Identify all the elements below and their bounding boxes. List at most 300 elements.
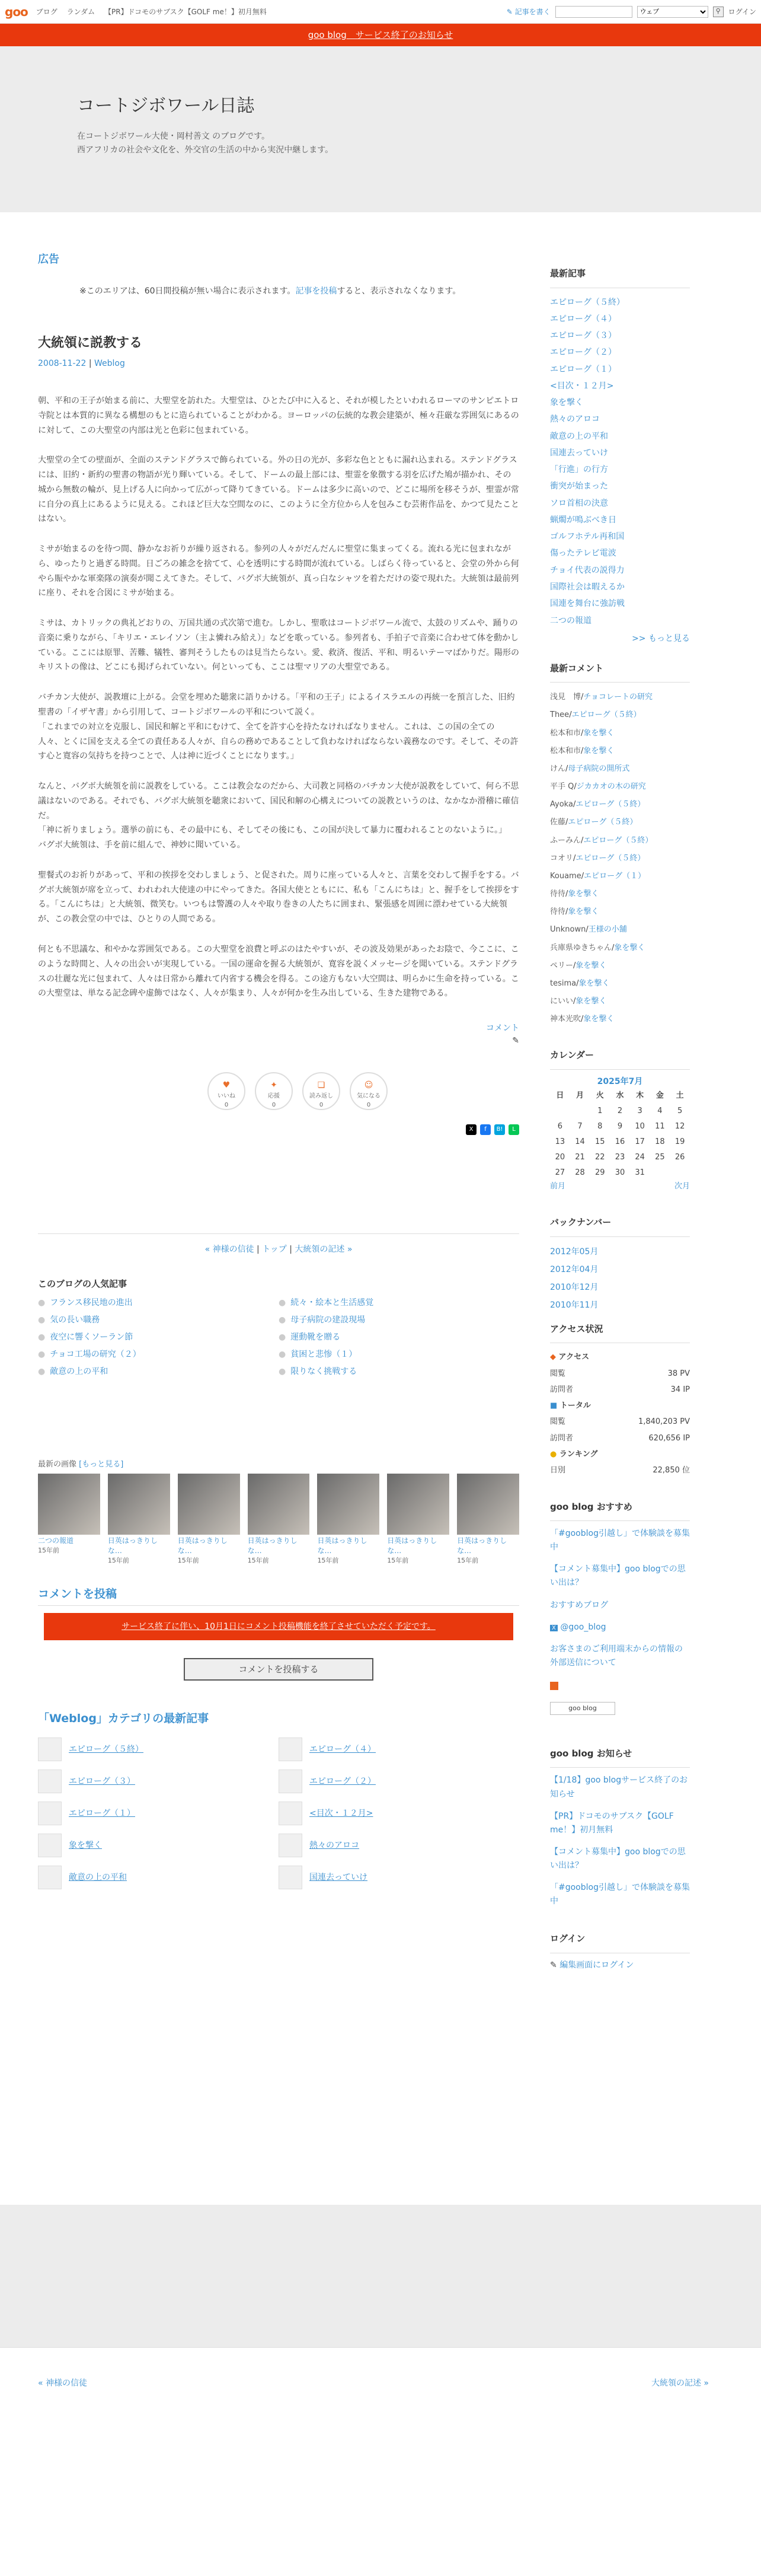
recent-image-item[interactable] [457,1474,519,1566]
popular-item [38,1297,279,1309]
entry-paragraph: ミサは、カトリックの典礼どおりの、万国共通の式次第で進む。しかし、聖歌はコートジボワール流で、太鼓のリズムや、踊りの音楽に乗りながら、「キリエ・エレイソン（主よ憐れみ給え）」などを歌っている。参列者も、手拍子で音楽に合わせて体を動かしている。ここには原罪、苦難、犠牲、審判そうしたものは見当たらない。愛、救済、復活、平和、明るいテーマばかりだ。陽形のキリストの像は、どこにも掲げられていない。何といっても、ここは聖マリアの大聖堂である。 [38,619,519,672]
entry-pager: « 神様の信徒 | トップ | 大統領の記述 » [38,1233,519,1256]
reaction-like-button[interactable] [207,1072,245,1110]
latest-article-link[interactable]: チョイ代表の説得力 [550,565,625,575]
cal-day [670,1165,690,1181]
latest-article-link[interactable]: エピローグ（４） [550,314,616,324]
ranking-label: ランキング [559,1450,598,1459]
article-thumb-icon [38,1802,62,1825]
cal-day [650,1165,670,1181]
popular-link[interactable]: 気の長い職務 [50,1315,100,1325]
recent-more-link[interactable]: [もっと見る] [79,1459,124,1469]
recent-image-caption: 日英はっきりしな… [177,1536,228,1555]
comment-user: 待待 [550,890,566,899]
cal-prev-link[interactable]: 前月 [550,1181,566,1191]
comment-item: 神本光吹/象を撃く [550,1015,615,1024]
entry-meta: 2008-11-22 | Weblog [38,359,125,368]
visit-label: 訪問者 [550,1385,574,1394]
category-item[interactable] [279,1770,519,1793]
cal-day: 6 [557,1122,562,1131]
post-comment-button[interactable]: コメントを投稿する [184,1658,373,1681]
view-label: 閲覧 [550,1369,566,1378]
cal-dow: 月 [576,1091,584,1101]
comment-article-link[interactable]: 象を撃く [583,1015,615,1024]
recent-image-date: 15年前 [457,1556,479,1564]
cal-day: 15 [594,1137,605,1147]
archive-link[interactable]: 2012年05月 [550,1246,599,1257]
entry-title: 大統領に説教する [38,336,143,350]
access-title: アクセス状況 [550,1322,690,1344]
recent-image-item[interactable] [387,1474,449,1566]
comment-item: ふーみん/エピローグ（５終） [550,836,653,845]
cal-day: 3 [637,1107,642,1116]
popular-link[interactable]: フランス移民地の進出 [50,1297,133,1308]
comment-user: 松本和市 [550,746,581,755]
archive-link[interactable]: 2010年12月 [550,1282,599,1292]
comment-item: 待待/象を撃く [550,907,599,917]
cal-day [570,1104,590,1119]
cal-next-link[interactable]: 次月 [674,1181,690,1191]
comment-article-link[interactable]: 象を撃く [568,890,599,899]
category-item[interactable] [38,1737,279,1761]
popular-link[interactable]: 敵意の上の平和 [50,1366,108,1376]
reaction-label: 応援 [268,1093,280,1100]
comment-article-link[interactable]: 象を撃く [583,746,615,755]
x-share-icon[interactable]: X [466,1124,477,1135]
latest-article-link[interactable]: 国連を舞台に強訪戦 [550,599,625,609]
archive-link[interactable]: 2012年04月 [550,1264,599,1274]
entry-body [38,394,519,1001]
cal-dow: 金 [656,1091,664,1101]
content-wrap [0,212,761,2205]
recent-image-date: 15年前 [247,1556,269,1564]
category-item[interactable] [279,1834,519,1857]
popular-item [279,1297,519,1309]
ad-note-link[interactable]: 記事を投稿 [295,286,337,296]
next-entry-link[interactable]: 大統領の記述 » [295,1245,353,1255]
recent-image [387,1474,449,1535]
latest-article-link[interactable]: 敵意の上の平和 [550,431,608,441]
comment-item: コオリ/エピローグ（５終） [550,853,645,863]
blog-title[interactable]: コートジボワール日誌 [77,95,255,116]
recent-image [457,1474,519,1535]
calendar [550,1076,690,1193]
article-thumb-icon [279,1834,302,1857]
cal-dow: 木 [636,1091,644,1101]
category-link: エピローグ（１） [69,1808,135,1818]
nav-random-link[interactable]: ランダム [66,7,95,16]
latest-article-link[interactable]: 「行進」の行方 [550,465,608,475]
comment-item: tesima/象を撃く [550,978,610,988]
recent-images-title [38,1459,519,1471]
cal-day: 16 [615,1137,625,1147]
latest-articles-title: 最新記事 [550,267,690,288]
comment-user: 浅見 博 [550,693,581,702]
comment-article-link[interactable]: 象を撃く [575,961,607,970]
category-link: エピローグ（５終） [69,1744,143,1754]
cal-day: 19 [674,1137,685,1147]
calendar-table [550,1088,690,1181]
info-link[interactable]: 「#gooblog引越し」で体験談を募集中 [550,1882,690,1907]
hatena-share-icon[interactable]: B! [494,1124,505,1135]
cal-day [550,1104,570,1119]
comment-item: けん/母子病院の開所式 [550,764,630,773]
comment-article-link[interactable]: 象を撃く [583,728,615,738]
entry-paragraph: なんと、バグボ大統領を前に説教をしている。ここは教会なのだから、大司教と同格のバチカン大使が説教をしていて、何ら不思議はないのである。それでも、バグボ大統領を聴衆において、国民和解の心構えについての説教というのは、なかなか滑稽に確信だ。 「神に祈りましょう。選挙の前にも、その最中にも、そしてその後にも、この国が決して暴力に覆われることのないように。」 バグボ大統領は、手を前に組んで、神妙に聞いている。 [38,782,519,850]
reaction-label: いいね [218,1093,235,1100]
archive-link[interactable]: 2010年11月 [550,1300,599,1311]
prev-entry-link[interactable]: « 神様の信徒 [204,1245,254,1255]
cal-day: 5 [677,1107,683,1116]
login-row [550,1959,690,1972]
popular-link[interactable]: 運動靴を贈る [290,1332,341,1342]
edit-login-link[interactable]: 編集画面にログイン [559,1960,634,1970]
comment-article-link[interactable]: エピローグ（１） [584,871,646,881]
popular-link[interactable]: 母子病院の建設現場 [290,1315,366,1325]
latest-article-link[interactable]: 国際社会は暇えるか [550,582,625,592]
latest-comments-list [550,688,690,1028]
popular-link[interactable]: 限りなく挑戦する [290,1366,357,1376]
recent-image-item[interactable] [108,1474,170,1566]
recent-image-date: 15年前 [107,1556,129,1564]
login-link[interactable]: ログイン [728,7,756,16]
article-thumb-icon [38,1866,62,1889]
comment-article-link[interactable]: エピローグ（５終） [583,836,653,845]
popular-item [279,1366,519,1378]
category-item[interactable] [38,1866,279,1889]
comment-article-link[interactable]: エピローグ（５終） [575,853,645,863]
comment-article-link[interactable]: 象を撃く [568,907,599,917]
recent-image-caption: 二つの報道 [38,1536,74,1545]
recent-image-item[interactable] [248,1474,310,1566]
latest-article-link[interactable]: 蝋燭が鳴ぶべき日 [550,515,616,525]
latest-article-link[interactable]: エピローグ（１） [550,364,616,374]
cal-day: 21 [575,1153,585,1162]
daily-rank-label: 日別 [550,1466,566,1475]
recommend-link[interactable]: 「#gooblog引越し」で体験談を募集中 [550,1529,690,1552]
x-icon: X [550,1625,558,1631]
entry-paragraph: 何とも不思議な、和やかな雰囲気である。この大聖堂を浪費と呼ぶのはたやすいが、その波及効果があったお陰で、今ここに、このような時間と、人々の出会いが実現している。一国の運命を握る大統領が、寛容を説くメッセージを聞いている。ステンドグラスの壮麗な光に包まれて、人々は日常から離れて内省する機会を得る。この途方もない大空間は、明らかに生命を持っている。この大聖堂は、単なる記念碑や虚飾ではなく、人々が集まり、人々が何かを生み出している、生きた建物である。 [38,944,519,999]
comment-user: 神本光吹 [550,1015,581,1024]
cal-day: 24 [635,1153,645,1162]
comment-user: Kouame [550,871,581,881]
comment-article-link[interactable]: チョコレートの研究 [583,693,653,702]
info-title: goo blog お知らせ [550,1747,690,1768]
cal-day: 17 [635,1137,645,1147]
ad-note-pre: ※このエリアは、60日間投稿が無い場合に表示されます。 [79,286,296,296]
recent-image-item[interactable] [178,1474,240,1566]
view-count: 38 PV [667,1369,690,1378]
comment-item: 兵庫県ゆきちゃん/象を撃く [550,943,645,952]
footer-prev-link[interactable]: « 神様の信徒 [38,2379,88,2388]
access-label: アクセス [558,1353,590,1362]
recent-image-date: 15年前 [387,1556,409,1564]
cal-dow: 土 [676,1091,684,1101]
rss-icon[interactable] [550,1682,558,1690]
reaction-curious-button[interactable] [350,1072,388,1110]
info-link[interactable]: 【PR】ドコモのサブスク【GOLF me！】初月無料 [550,1811,674,1835]
article-thumb-icon [38,1834,62,1857]
reaction-count: 0 [366,1102,371,1109]
info-link[interactable]: 【コメント募集中】goo blogでの思い出は？ [550,1847,686,1870]
latest-article-link[interactable]: ゴルフホテル再和国 [550,532,625,542]
external-info-link[interactable]: お客さまのご利用端末からの情報の外部送信について [550,1644,683,1668]
recommend-list [550,1527,690,1670]
total-visit-label: 訪問者 [550,1433,574,1443]
reaction-label: 読み返し [309,1093,333,1100]
comment-article-link[interactable]: 母子病院の開所式 [568,764,630,773]
comment-item: 佐藤/エピローグ（５終） [550,818,638,827]
top-link[interactable]: トップ [262,1245,287,1255]
comment-item: 待待/象を撃く [550,890,599,899]
article-thumb-icon [279,1866,302,1889]
comment-article-link[interactable]: エピローグ（５終） [568,818,638,827]
search-scope-select[interactable] [637,6,708,18]
reaction-label: 気になる [357,1093,380,1100]
popular-item [279,1314,519,1327]
article-thumb-icon [38,1737,62,1761]
recent-image-date: 15年前 [38,1546,59,1554]
comment-article-link[interactable]: エピローグ（５終） [571,710,641,720]
popular-link[interactable]: 夜空に響くソーラン節 [50,1332,133,1342]
comment-article-link[interactable]: 象を撃く [614,943,645,952]
edit-icon: ✎ [550,1960,557,1970]
reaction-count: 0 [319,1102,324,1109]
latest-more-link[interactable]: >> もっと見る [632,633,690,643]
comment-item: 松本和市/象を撃く [550,728,615,738]
latest-article-link[interactable]: エピローグ（５終） [550,297,625,307]
recent-image-caption: 日英はっきりしな… [107,1536,158,1555]
access-icon: ◆ [550,1353,556,1362]
reactions [207,1072,519,1110]
category-link: 象を撃く [69,1840,102,1850]
recent-title-text: 最新の画像 [38,1459,77,1469]
cal-dow: 日 [556,1091,564,1101]
comment-article-link[interactable]: 王様の小舗 [588,925,627,935]
login-title: ログイン [550,1932,690,1953]
reaction-reread-button[interactable] [302,1072,340,1110]
ranking-icon: ● [550,1450,557,1459]
latest-article-link[interactable]: 熱々のアロコ [550,415,600,425]
comment-link[interactable]: コメント [486,1024,519,1034]
calendar-month: 2025年7月 [597,1076,643,1086]
info-list [550,1774,690,1908]
total-view-label: 閲覧 [550,1417,566,1427]
entry-category[interactable]: Weblog [94,359,125,368]
recent-image [108,1474,170,1535]
comment-end-notice[interactable]: サービス終了に伴い、10月1日にコメント投稿機能を終了させていただく予定です。 [44,1613,513,1640]
write-article-link[interactable] [507,7,551,17]
info-link[interactable]: 【1/18】goo blogサービス終了のお知らせ [550,1775,688,1799]
pencil-icon: ✎ [506,7,513,16]
comment-user: ふーみん [550,836,581,845]
comment-article-link[interactable]: ジカカオの木の研究 [576,782,646,792]
cal-day: 31 [635,1168,645,1178]
service-end-notice[interactable]: goo blog サービス終了のお知らせ [0,24,761,46]
recent-image-item[interactable] [38,1474,100,1566]
entry-paragraph: ミサが始まるのを待つ間、静かなお祈りが繰り返される。参列の人々がだんだんに聖堂に集まってくる。流れる光に包まれながら、ゆったりと過ぎる時間。日ごろの雑念を捨てて、心を透明にする時間が流れている。しばらく待っていると、会堂の外から何やら賑やかな軍楽隊の演奏が聞こえてきた。そして、バグボ大統領が、真っ白なシャツを着ただけの姿で現れた。大統領は最前列に座り、それを合図にミサが始まる。 [38,544,519,598]
latest-article-link[interactable]: <目次・１２月> [550,381,614,391]
category-item[interactable] [38,1802,279,1825]
article-thumb-icon [279,1770,302,1793]
top-bar [0,0,761,24]
entry-paragraph: 聖餐式のお祈りがあって、平和の挨拶を交わしましょう、と促された。周りに座っている人々と、言葉を交わして握手をする。バグボ大統領が席を立って、われわれ大使達の中にやってきた。各国大使とともにに、私も「こんにちは」と、握手をして挨拶をする。「こんにちは」と大統領、微笑む。いつもは警護の人々や取り巻きの人たちに囲まれ、緊張感を周囲に漂わせている大統領が、この教会堂の中では、ひとりの人間である。 [38,870,519,924]
recent-image-caption: 日英はっきりしな… [247,1536,298,1555]
reaction-count: 0 [224,1102,229,1109]
comment-item: にいい/象を撃く [550,996,607,1006]
cal-day: 18 [655,1137,665,1147]
popular-link[interactable]: チョコ工場の研究（２） [50,1349,141,1359]
calendar-title: カレンダー [550,1048,690,1070]
latest-article-link[interactable]: 傷ったテレビ電波 [550,549,616,559]
cal-day: 23 [615,1153,625,1162]
comment-item: ペリー/象を撃く [550,961,607,970]
calendar-nav [550,1181,690,1193]
total-icon: ■ [550,1401,558,1411]
latest-article-link[interactable]: 二つの報道 [550,616,591,626]
popular-item [279,1348,519,1361]
cal-day: 25 [655,1153,665,1162]
ad-title: 広告 [38,253,59,266]
search-icon[interactable]: ⚲ [713,7,724,17]
footer-next-link[interactable]: 大統領の記述 » [651,2379,709,2388]
comment-item: 平手 Q/ジカカオの木の研究 [550,782,646,792]
recent-image-item[interactable] [317,1474,379,1566]
archive-list [550,1243,690,1311]
latest-article-link[interactable]: 衝突が始まった [550,482,608,492]
blog-header [0,46,761,212]
cal-day: 4 [657,1107,663,1116]
category-item[interactable] [279,1737,519,1761]
category-list [38,1737,519,1889]
popular-link[interactable]: 続々・絵本と生活感覚 [290,1297,374,1308]
comment-item: 松本和市/象を撃く [550,746,615,755]
popular-title: このブログの人気記事 [38,1279,127,1290]
comment-article-link[interactable]: 象を撃く [575,996,607,1006]
comment-article-link[interactable]: エピローグ（５終） [575,800,645,809]
popular-item [38,1366,279,1378]
comment-item: Ayoka/エピローグ（５終） [550,800,645,809]
edit-pencil-icon[interactable]: ✎ [512,1036,519,1046]
cal-day: 29 [594,1168,605,1178]
comment-article-link[interactable]: 象を撃く [578,978,610,988]
cal-day: 20 [555,1153,565,1162]
cal-day: 10 [635,1122,645,1131]
category-link: 国連去っていけ [309,1872,367,1882]
footer-pager [0,2347,761,2576]
category-link: エピローグ（３） [69,1776,135,1786]
comment-item: Thee/エピローグ（５終） [550,710,641,720]
top-nav [36,7,274,17]
recommend-link[interactable]: 【コメント募集中】goo blogでの思い出は？ [550,1564,686,1588]
cal-day: 30 [615,1168,625,1178]
comment-user: 兵庫県ゆきちゃん [550,943,612,952]
latest-article-link[interactable]: エピローグ（２） [550,347,616,358]
top-right [507,6,756,18]
cal-day: 11 [655,1122,665,1131]
archive-title: バックナンバー [550,1216,690,1237]
latest-articles-list [550,294,690,629]
write-article-label: 記事を書く [514,7,551,16]
comment-user: Thee [550,710,570,720]
comment-user: 待待 [550,907,566,917]
reaction-cheer-button[interactable] [255,1072,293,1110]
total-label: トータル [559,1401,591,1411]
cal-dow: 火 [596,1091,604,1101]
cal-day: 27 [555,1168,565,1178]
share-buttons [38,1124,519,1135]
comment-user: Ayoka [550,800,573,809]
category-title: 「Weblog」カテゴリの最新記事 [38,1711,209,1725]
comment-item: Unknown/王様の小舗 [550,925,627,935]
comment-user: コオリ [550,853,574,863]
article-thumb-icon [38,1770,62,1793]
comment-link-row [38,1022,519,1035]
facebook-share-icon[interactable]: f [480,1124,491,1135]
cal-dow: 水 [616,1091,624,1101]
popular-link[interactable]: 貧困と悲惨（１） [290,1349,357,1359]
comment-user: にいい [550,996,574,1006]
recent-image-caption: 日英はっきりしな… [387,1536,437,1555]
nav-pr-link[interactable]: 【PR】ドコモのサブスク【GOLF me！】初月無料 [104,7,267,16]
goo-logo[interactable]: goo [5,4,28,19]
popular-articles [38,1277,519,1378]
cal-day: 7 [577,1122,583,1131]
category-item[interactable] [279,1802,519,1825]
cal-day: 1 [597,1107,603,1116]
recent-image-caption: 日英はっきりしな… [457,1536,507,1555]
blog-desc-2: 西アフリカの社会や文化を、外交官の生活の中から実況中継します。 [77,145,334,155]
category-link: 敵意の上の平和 [69,1872,127,1882]
cal-day: 28 [575,1168,585,1178]
cal-day: 14 [575,1137,585,1147]
search-input[interactable] [555,6,632,18]
entry-paragraph: 朝、平和の王子が始まる前に、大聖堂を訪れた。大聖堂は、ひとたび中に入ると、それが模したといわれるローマのサンピエトロ寺院とは本質的に異なる構想のもとに造られていることがわかる。ヨーロッパの伝統的な教会建築が、極々荘厳な雰囲気にあるのに対して、この大聖堂の内部は光と色彩に包まれている。 [38,396,519,435]
recent-images [38,1474,519,1566]
goo-blog-badge[interactable]: goo blog [550,1702,615,1715]
line-share-icon[interactable]: L [509,1124,519,1135]
latest-article-link[interactable]: 国連去っていけ [550,448,608,458]
article-thumb-icon [279,1802,302,1825]
visit-count: 34 IP [670,1385,690,1394]
article-thumb-icon [279,1737,302,1761]
category-item[interactable] [38,1770,279,1793]
nav-blog-link[interactable]: ブログ [36,7,57,16]
category-item[interactable] [38,1834,279,1857]
cal-day: 2 [617,1107,623,1116]
post-comment-title: コメントを投稿 [38,1586,519,1606]
x-account-link[interactable]: @goo_blog [560,1622,606,1632]
latest-article-link[interactable]: 象を撃く [550,398,583,408]
comment-user: tesima [550,978,577,988]
latest-comments-title: 最新コメント [550,662,690,683]
comment-user: 平手 Q [550,782,574,792]
entry-date[interactable]: 2008-11-22 [38,359,87,368]
cal-day: 12 [674,1122,685,1131]
sidebar [550,241,690,2205]
recommend-link[interactable]: おすすめブログ [550,1600,609,1610]
popular-item [38,1348,279,1361]
latest-article-link[interactable]: エピローグ（３） [550,331,616,341]
recent-image-caption: 日英はっきりしな… [317,1536,367,1555]
category-link: <目次・１２月> [309,1808,373,1818]
comment-user: ペリー [550,961,574,970]
popular-item [38,1331,279,1344]
reaction-count: 0 [271,1102,276,1109]
category-item[interactable] [279,1866,519,1889]
latest-article-link[interactable]: ソロ首相の決意 [550,498,608,508]
category-link: 熱々のアロコ [309,1840,359,1850]
